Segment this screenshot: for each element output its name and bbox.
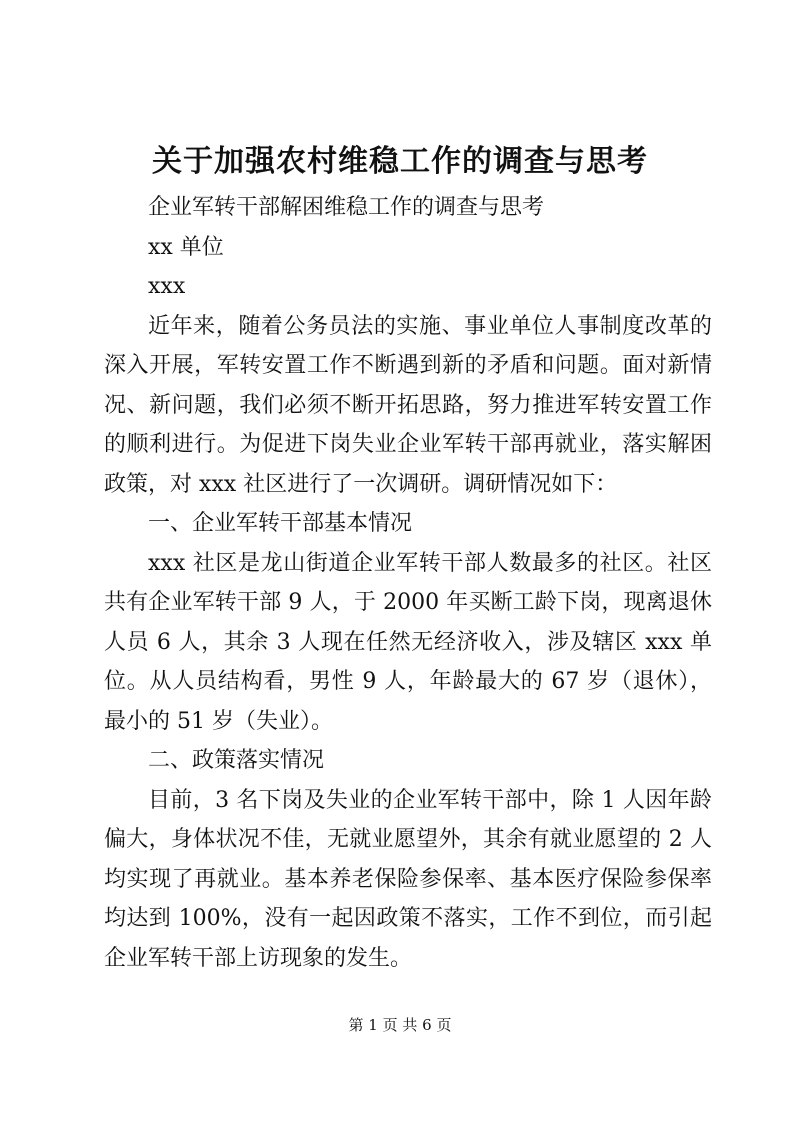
paragraph-basic-situation: xxx 社区是龙山街道企业军转干部人数最多的社区。社区共有企业军转干部 9 人，于 2000 年买断工龄下岗，现离退休人员 6 人，其余 3 人现在任然无经济收入，涉及辖区 xxx 单位。从人员结构看，男性 9 人，年龄最大的 67 岁（退休），最小的 51 岁（失业）。	[104, 550, 712, 734]
unit-line: xx 单位	[148, 234, 224, 260]
document-body	[104, 188, 712, 978]
subtitle: 企业军转干部解困维稳工作的调查与思考	[148, 195, 545, 220]
paragraph-policy: 目前，3 名下岗及失业的企业军转干部中，除 1 人因年龄偏大，身体状况不佳，无就业愿望外，其余有就业愿望的 2 人均实现了再就业。基本养老保险参保率、基本医疗保险参保率均达到 100%，没有一起因政策不落实，工作不到位，而引起企业军转干部上访现象的发生。	[104, 787, 712, 971]
section-heading-1: 一、企业军转干部基本情况	[148, 511, 413, 536]
section-heading-2: 二、政策落实情况	[148, 748, 325, 773]
paragraph-intro: 近年来，随着公务员法的实施、事业单位人事制度改革的深入开展，军转安置工作不断遇到新的矛盾和问题。面对新情况、新问题，我们必须不断开拓思路，努力推进军转安置工作的顺利进行。为促进下岗失业企业军转干部再就业，落实解困政策，对 xxx 社区进行了一次调研。调研情况如下：	[104, 313, 712, 497]
author-line: xxx	[148, 274, 186, 299]
page-number-footer: 第 1 页 共 6 页	[348, 1016, 452, 1034]
document-title: 关于加强农村维稳工作的调查与思考	[152, 144, 648, 179]
